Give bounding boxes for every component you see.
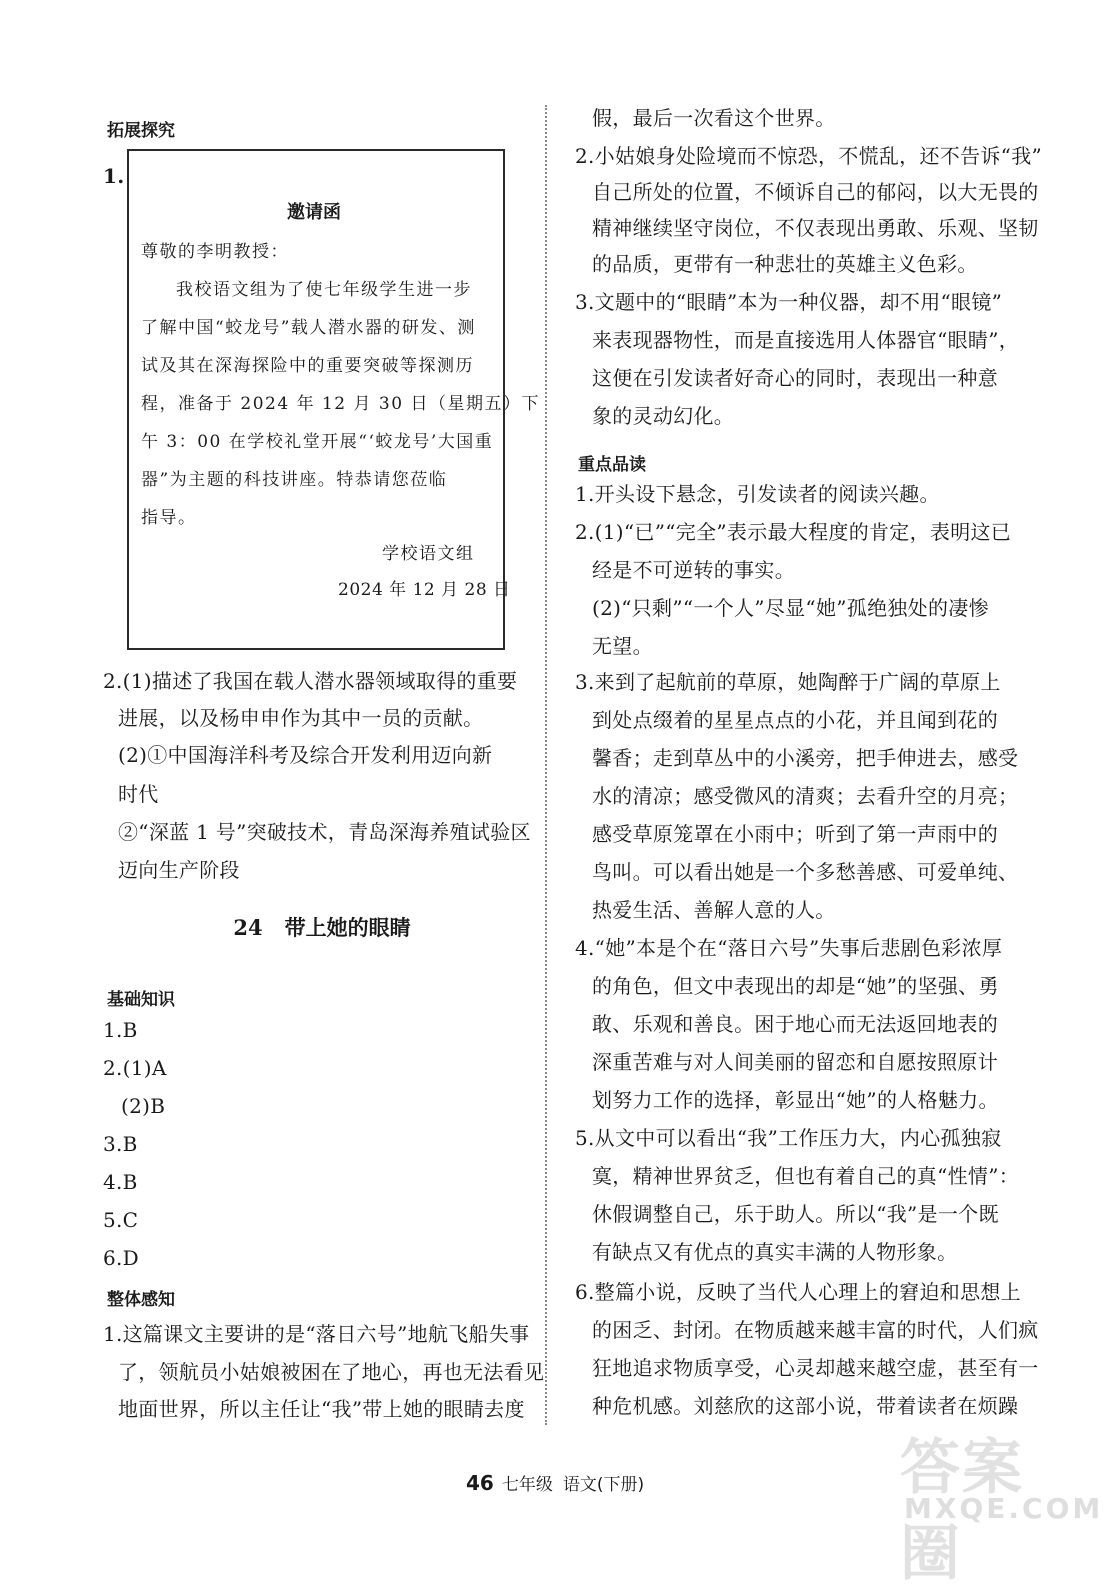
answer-line: 寞，精神世界贫乏，但也有着自己的真“性情”： [592,1164,1020,1188]
answer-line: 象的灵动幻化。 [592,404,735,428]
page-footer [466,1470,644,1495]
watermark-url: MXQE.COM [904,1492,1103,1525]
answer-line: 深重苦难与对人间美丽的留恋和自愿按照原计 [592,1050,998,1074]
basic-answer: (2)B [121,1094,166,1118]
answer-line: 进展，以及杨申申作为其中一员的贡献。 [118,706,484,730]
answer-line: 地面世界，所以主任让“我”带上她的眼睛去度 [118,1397,525,1421]
basic-answer: 5.C [103,1208,139,1232]
answer-line: 划努力工作的选择，彰显出“她”的人格魅力。 [592,1088,999,1112]
letter-date: 2024 年 12 月 28 日 [338,580,511,600]
basic-answer: 2.(1)A [103,1056,167,1080]
answer-line: 到处点缀着的星星点点的小花，并且闻到花的 [592,708,998,732]
letter-signature: 学校语文组 [382,544,475,564]
answer-line: 2.小姑娘身处险境而不惊恐，不慌乱，还不告诉“我” [575,144,1043,168]
answer-line: 经是不可逆转的事实。 [592,558,795,582]
section-heading-overall: 整体感知 [107,1290,175,1310]
answer-line: 敢、乐观和善良。困于地心而无法返回地表的 [592,1012,998,1036]
answer-line: 精神继续坚守岗位，不仅表现出勇敢、乐观、坚韧 [592,216,1039,240]
lesson-number: 24 [233,915,263,940]
letter-body-line: 器”为主题的科技讲座。特恭请您莅临 [141,470,448,490]
answer-line: 水的清凉；感受微风的清爽；去看升空的月亮； [592,784,1019,808]
lesson-heading [107,912,537,942]
section-heading-basic: 基础知识 [107,990,175,1010]
page-number: 46 [466,1471,494,1495]
answer-line: 1.开头设下悬念，引发读者的阅读兴趣。 [575,482,940,506]
letter-body-line: 指导。 [141,508,197,528]
answer-line: 6.整篇小说，反映了当代人心理上的窘迫和思想上 [575,1280,1021,1304]
answer-line: 迈向生产阶段 [118,858,240,882]
answer-line: 2.(1)描述了我国在载人潜水器领域取得的重要 [103,669,518,693]
basic-answer: 4.B [103,1170,138,1194]
answer-line: 来表现器物性，而是直接选用人体器官“眼睛”， [592,328,1020,352]
answer-line: 有缺点又有优点的真实丰满的人物形象。 [592,1240,958,1264]
letter-body-line: 了解中国“蛟龙号”载人潜水器的研发、测 [141,318,476,338]
section-heading-extend: 拓展探究 [107,121,175,141]
answer-line: 自己所处的位置，不倾诉自己的郁闷，以大无畏的 [592,180,1039,204]
answer-line: 馨香；走到草丛中的小溪旁，把手伸进去，感受 [592,746,1019,770]
answer-line: 的品质，更带有一种悲壮的英雄主义色彩。 [592,252,978,276]
watermark-logo [900,1420,1103,1589]
answer-line: 狂地追求物质享受，心灵却越来越空虚，甚至有一 [592,1356,1039,1380]
answer-line: 假，最后一次看这个世界。 [592,106,836,130]
question-number-1: 1. [103,164,125,188]
basic-answer: 1.B [103,1018,138,1042]
answer-line: 3.文题中的“眼睛”本为一种仪器，却不用“眼镜” [575,290,1003,314]
footer-subject: 语文(下册) [562,1475,645,1495]
answer-line: 鸟叫。可以看出她是一个多愁善感、可爱单纯、 [592,860,1019,884]
answer-line: 无望。 [592,634,653,658]
basic-answer: 6.D [103,1246,140,1270]
answer-line: 3.来到了起航前的草原，她陶醉于广阔的草原上 [575,670,1001,694]
letter-body-line: 我校语文组为了使七年级学生进一步 [176,280,472,300]
letter-body-line: 午 3：00 在学校礼堂开展“‘蛟龙号’大国重 [141,432,494,452]
footer-grade: 七年级 [501,1475,553,1495]
letter-body-line: 程，准备于 2024 年 12 月 30 日（星期五）下 [141,394,540,414]
answer-line: 感受草原笼罩在小雨中；听到了第一声雨中的 [592,822,998,846]
section-heading-key: 重点品读 [578,455,646,475]
answer-line: 5.从文中可以看出“我”工作压力大，内心孤独寂 [575,1126,1002,1150]
answer-line: 了，领航员小姑娘被困在了地心，再也无法看见 [118,1360,545,1384]
answer-line: 1.这篇课文主要讲的是“落日六号”地航飞船失事 [103,1322,530,1346]
answer-line: 这便在引发读者好奇心的同时，表现出一种意 [592,366,998,390]
answer-line: 4.“她”本是个在“落日六号”失事后悲剧色彩浓厚 [575,936,1003,960]
answer-line: 2.(1)“已”“完全”表示最大程度的肯定，表明这已 [575,520,1012,544]
answer-line: 的角色，但文中表现出的却是“她”的坚强、勇 [592,974,999,998]
answer-line: 热爱生活、善解人意的人。 [592,898,836,922]
letter-salutation: 尊敬的李明教授： [141,242,289,262]
answer-line: (2)“只剩”“一个人”尽显“她”孤绝独处的凄惨 [592,596,989,620]
lesson-title: 带上她的眼睛 [284,915,411,940]
letter-title: 邀请函 [287,202,341,223]
answer-line: ②“深蓝 1 号”突破技术，青岛深海养殖试验区 [118,820,531,844]
column-divider [545,105,547,1425]
answer-line: 的困乏、封闭。在物质越来越丰富的时代，人们疯 [592,1318,1039,1342]
watermark-text: 答案圈 [900,1433,1024,1589]
answer-line: 休假调整自己，乐于助人。所以“我”是一个既 [592,1202,999,1226]
answer-line: (2)①中国海洋科考及综合开发利用迈向新 [118,743,493,767]
answer-line: 时代 [118,782,159,806]
letter-body-line: 试及其在深海探险中的重要突破等探测历 [141,356,474,376]
basic-answer: 3.B [103,1132,138,1156]
answer-line: 种危机感。刘慈欣的这部小说，带着读者在烦躁 [592,1394,1019,1418]
